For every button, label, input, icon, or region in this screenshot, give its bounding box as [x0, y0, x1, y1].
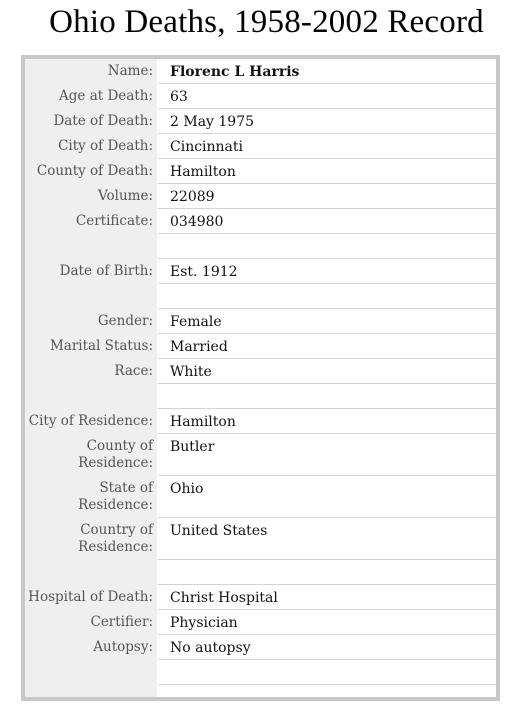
field-value: 2 May 1975: [170, 114, 255, 130]
field-label: Marital Status:: [49, 338, 153, 354]
record-row: [25, 59, 496, 84]
field-value: No autopsy: [170, 640, 251, 656]
field-value-cell: [158, 610, 496, 635]
field-value-cell: [158, 560, 496, 585]
field-value: Hamilton: [170, 164, 236, 180]
record-rows: [25, 59, 496, 685]
field-label: [25, 384, 153, 388]
field-label: County of Death:: [36, 163, 153, 179]
field-label: [25, 660, 153, 664]
field-value-cell: [158, 284, 496, 309]
field-value: White: [170, 364, 212, 380]
record-row: [25, 610, 496, 635]
field-value-cell: [158, 59, 496, 84]
field-label: Name:: [107, 63, 153, 79]
field-value-cell: [158, 434, 496, 476]
field-value-cell: [158, 359, 496, 384]
record-row: [25, 560, 496, 585]
field-value-cell: [158, 209, 496, 234]
record-row: [25, 184, 496, 209]
field-value-cell: [158, 184, 496, 209]
record-row: [25, 518, 496, 560]
field-label: Certifier:: [90, 614, 153, 630]
field-value: Est. 1912: [170, 264, 238, 280]
field-value-cell: [158, 384, 496, 409]
field-value: Married: [170, 339, 228, 355]
field-value-cell: [158, 476, 496, 518]
field-label: Gender:: [97, 313, 153, 329]
field-value: Ohio: [170, 481, 204, 497]
record-row: [25, 259, 496, 284]
record-row: [25, 635, 496, 660]
field-label: Volume:: [98, 188, 153, 204]
record-row: [25, 84, 496, 109]
record-row: [25, 309, 496, 334]
record-row: [25, 209, 496, 234]
field-value: Florenc L Harris: [170, 64, 300, 80]
field-value: Hamilton: [170, 414, 236, 430]
field-value: United States: [170, 523, 268, 539]
record-row: [25, 384, 496, 409]
field-value: 63: [170, 89, 188, 105]
record-row: [25, 434, 496, 476]
field-label: Autopsy:: [93, 639, 153, 655]
record-row: [25, 585, 496, 610]
field-value: Christ Hospital: [170, 590, 278, 606]
field-label: [25, 234, 153, 238]
field-value-cell: [158, 159, 496, 184]
field-label: Date of Death:: [53, 113, 153, 129]
field-label: [25, 284, 153, 288]
field-value: 034980: [170, 214, 224, 230]
record-row: [25, 409, 496, 434]
field-label: County of Residence:: [78, 438, 153, 471]
field-value-cell: [158, 409, 496, 434]
field-label: City of Death:: [58, 138, 153, 154]
field-value: Female: [170, 314, 222, 330]
field-label: Race:: [114, 363, 153, 379]
field-value-cell: [158, 259, 496, 284]
record-row: [25, 284, 496, 309]
field-value-cell: [158, 84, 496, 109]
page-title: Ohio Deaths, 1958-2002 Record: [49, 4, 484, 40]
field-value-cell: [158, 334, 496, 359]
record-row: [25, 359, 496, 384]
field-value: 22089: [170, 189, 215, 205]
field-label: Date of Birth:: [59, 263, 153, 279]
field-value: Physician: [170, 615, 238, 631]
field-value: Cincinnati: [170, 139, 244, 155]
record-row: [25, 159, 496, 184]
record-row: [25, 334, 496, 359]
field-value-cell: [158, 234, 496, 259]
field-value-cell: [158, 309, 496, 334]
field-label: City of Residence:: [28, 413, 153, 429]
field-value: Butler: [170, 439, 215, 455]
field-label: Hospital of Death:: [28, 589, 153, 605]
field-label: Certificate:: [75, 213, 153, 229]
field-label: Country of Residence:: [78, 522, 153, 555]
field-label: State of Residence:: [78, 480, 153, 513]
field-label: Age at Death:: [59, 88, 153, 104]
record-row: [25, 234, 496, 259]
record-card: [25, 59, 496, 697]
field-value-cell: [158, 585, 496, 610]
record-row: [25, 109, 496, 134]
field-value-cell: [158, 109, 496, 134]
field-value-cell: [158, 660, 496, 685]
field-value-cell: [158, 635, 496, 660]
record-row: [25, 660, 496, 685]
field-value-cell: [158, 518, 496, 560]
record-row: [25, 476, 496, 518]
record-frame: [21, 55, 500, 701]
field-value-cell: [158, 134, 496, 159]
record-row: [25, 134, 496, 159]
field-label: [25, 560, 153, 564]
